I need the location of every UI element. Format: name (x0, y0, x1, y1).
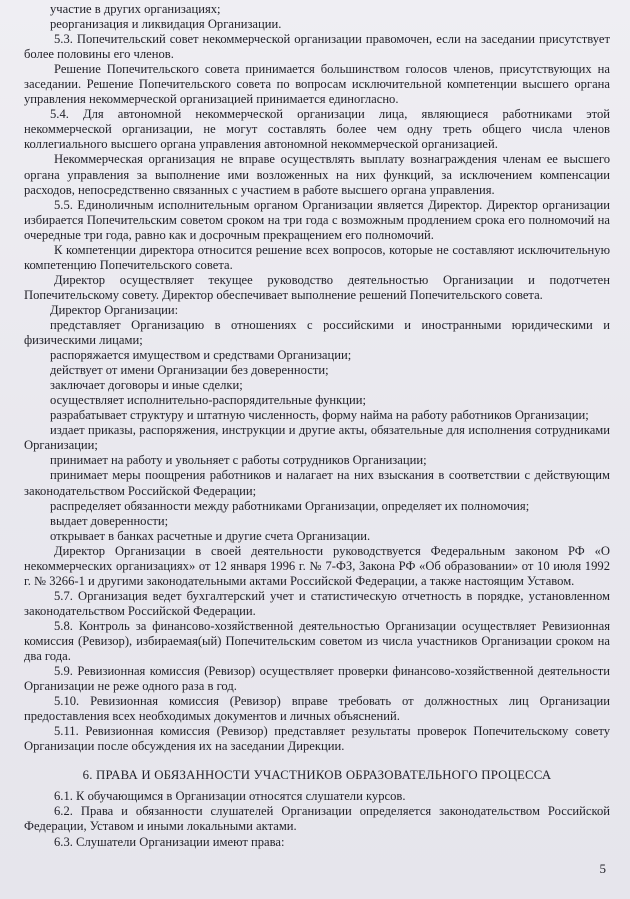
paragraph: распоряжается имуществом и средствами Организации; (50, 348, 352, 363)
paragraph: Некоммерческая организация не вправе осуществлять выплату вознаграждения членам ее высшего органа управления за выполнение ими возложенных на них функций, за исключением компенсации расходов, непосредственно связанных с участием в работе высшего органа управления. (24, 152, 610, 197)
paragraph: 5.4. Для автономной некоммерческой организации лица, являющиеся работниками этой некоммерческой организации, не могут составлять более чем одну треть общего числа членов коллегиального высшего органа управления автономной некоммерческой организацией. (24, 107, 610, 152)
paragraph: 6.2. Права и обязанности слушателей Организации определяется законодательством Российской Федерации, Уставом и иными локальными актами. (24, 804, 610, 834)
paragraph: Решение Попечительского совета принимается большинством голосов членов, присутствующих на заседании. Решение Попечительского совета по вопросам исключительной компетенции высшего органа управления некоммерческой организацией принимается единогласно. (24, 62, 610, 107)
paragraph: 5.11. Ревизионная комиссия (Ревизор) представляет результаты проверок Попечительскому совету Организации после обсуждения их на заседании Дирекции. (24, 724, 610, 754)
paragraph: принимает на работу и увольняет с работы сотрудников Организации; (50, 453, 427, 468)
section-5-text (24, 2, 610, 754)
paragraph: разрабатывает структуру и штатную численность, форму найма на работу работников Организации; (50, 408, 589, 423)
paragraph: Директор осуществляет текущее руководство деятельностью Организации и подотчетен Попечительскому совету. Директор обеспечивает выполнение решений Попечительского совета. (24, 272, 610, 302)
paragraph: 5.3. Попечительский совет некоммерческой организации правомочен, если на заседании присутствует более половины его членов. (24, 32, 610, 62)
paragraph: издает приказы, распоряжения, инструкции и другие акты, обязательные для исполнения сотрудниками Организации; (24, 423, 610, 453)
paragraph: действует от имени Организации без доверенности; (50, 363, 329, 378)
paragraph: К компетенции директора относится решение всех вопросов, которые не составляют исключительную компетенцию Попечительского совета. (24, 242, 610, 272)
paragraph: распределяет обязанности между работниками Организации, определяет их полномочия; (50, 498, 530, 513)
document-body (24, 2, 610, 850)
page-number: 5 (599, 861, 606, 876)
paragraph: 5.9. Ревизионная комиссия (Ревизор) осуществляет проверки финансово-хозяйственной деятельности Организации не реже одного раза в год. (24, 664, 610, 694)
paragraph: Директор Организации: (50, 302, 179, 317)
paragraph: 5.5. Единоличным исполнительным органом Организации является Директор. Директор организации избирается Попечительским советом сроком на три года с возможным продлением срока его полномочий на очередные три года, равно как и досрочным прекращением его полномочий. (24, 197, 610, 242)
paragraph: участие в других организациях; (50, 2, 221, 16)
paragraph: представляет Организацию в отношениях с российскими и иностранными юридическими и физическими лицами; (24, 317, 610, 348)
paragraph: открывает в банках расчетные и другие счета Организации. (50, 528, 371, 543)
paragraph: выдает доверенности; (50, 513, 169, 528)
paragraph: 5.8. Контроль за финансово-хозяйственной деятельностью Организации осуществляет Ревизионная комиссия (Ревизор), избираемая(ый) Попечительским советом из числа участников Организации сроком на два года. (24, 618, 610, 664)
paragraph: 6.3. Слушатели Организации имеют права: (54, 834, 285, 849)
section-gap (24, 754, 610, 768)
paragraph: 5.10. Ревизионная комиссия (Ревизор) вправе требовать от должностных лиц Организации предоставления всех необходимых документов и личных объяснений. (24, 694, 610, 724)
paragraph: принимает меры поощрения работников и налагает на них взыскания в соответствии с действующим законодательством Российской Федерации; (24, 468, 610, 498)
section-6-text (24, 789, 610, 849)
paragraph: Директор Организации в своей деятельности руководствуется Федеральным законом РФ «О некоммерческих организациях» от 12 января 1996 г. № 7-ФЗ, Закона РФ «Об образовании» от 10 июля 1992 г. № 3266-1 и другими законодательными актами Российской Федерации, а также настоящим Уставом. (24, 543, 610, 588)
paragraph: 5.7. Организация ведет бухгалтерский учет и статистическую отчетность в порядке, установленном законодательством Российской Федерации. (24, 588, 610, 618)
paragraph: 6.1. К обучающимся в Организации относятся слушатели курсов. (54, 789, 406, 804)
paragraph: заключает договоры и иные сделки; (50, 378, 243, 393)
paragraph: реорганизация и ликвидация Организации. (50, 17, 282, 32)
section-heading: 6. ПРАВА И ОБЯЗАННОСТИ УЧАСТНИКОВ ОБРАЗОВАТЕЛЬНОГО ПРОЦЕССА (82, 768, 552, 783)
paragraph: осуществляет исполнительно-распорядительные функции; (50, 393, 366, 408)
